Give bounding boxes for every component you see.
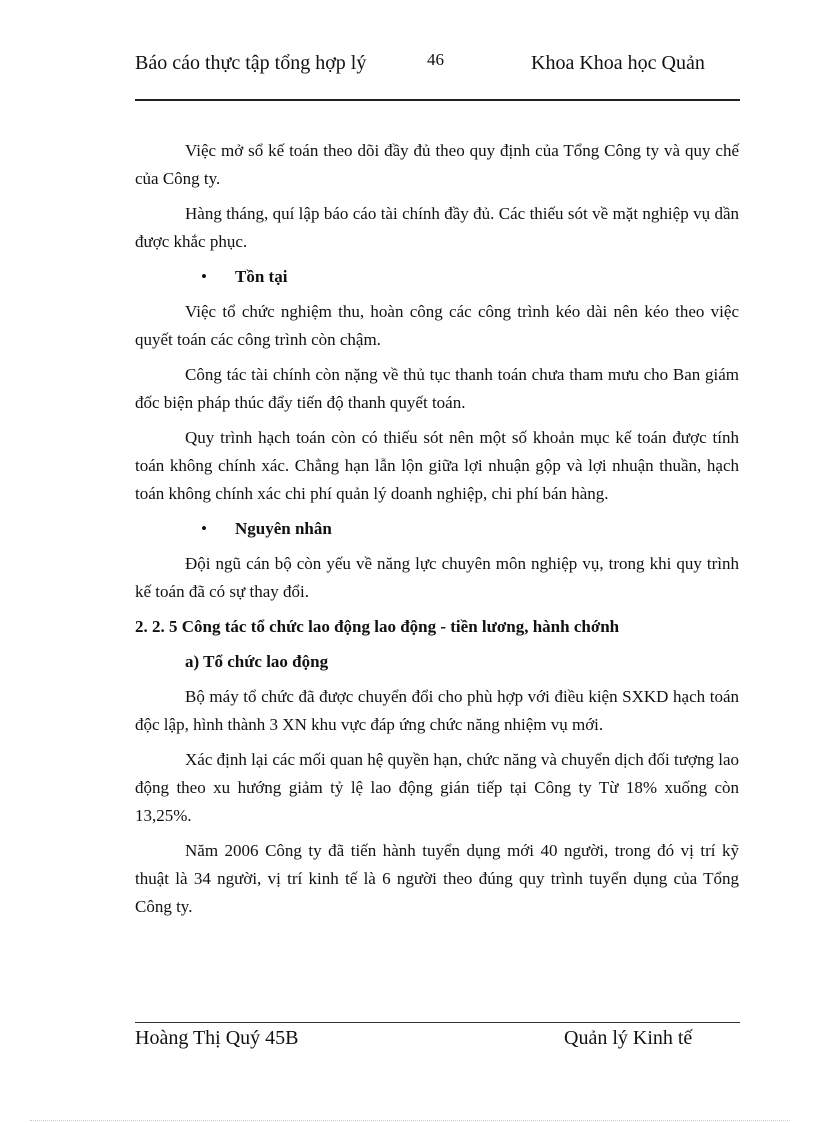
paragraph: Bộ máy tổ chức đã được chuyển đổi cho phù hợp với điều kiện SXKD hạch toán độc lập, hình thành 3 XN khu vực đáp ứng chức năng nhiệm vụ mới. [135,687,739,734]
bullet-item [135,515,739,543]
paragraph: Năm 2006 Công ty đã tiến hành tuyển dụng mới 40 người, trong đó vị trí kỹ thuật là 34 người, vị trí kinh tế là 6 người theo đúng quy trình tuyển dụng của Tổng Công ty. [135,841,739,916]
paragraph: Việc mở sổ kế toán theo dõi đầy đủ theo quy định của Tổng Công ty và quy chế của Công ty. [135,141,739,188]
paragraph: Hàng tháng, quí lập báo cáo tài chính đầy đủ. Các thiếu sót về mặt nghiệp vụ dần được khắc phục. [135,204,739,251]
bullet-icon: • [201,519,207,538]
section-heading: 2. 2. 5 Công tác tổ chức lao động lao động - tiền lương, hành chớnh [135,617,620,636]
footer-author: Hoàng Thị Quý 45B [135,1027,299,1049]
footer-department: Quản lý Kinh tế [564,1027,693,1049]
paragraph: Quy trình hạch toán còn có thiếu sót nên một số khoản mục kế toán được tính toán không chính xác. Chẳng hạn lẫn lộn giữa lợi nhuận gộp và lợi nhuận thuần, hạch toán không chính xác chi phí quản lý doanh nghiệp, chi phí bán hàng. [135,428,739,503]
page-number: 46 [427,50,444,69]
paragraph: Việc tổ chức nghiệm thu, hoàn công các công trình kéo dài nên kéo theo việc quyết toán các công trình còn chậm. [135,302,739,349]
bullet-label: Tồn tại [235,267,288,286]
page-body [135,137,739,928]
paragraph: Công tác tài chính còn nặng về thủ tục thanh toán chưa tham mưu cho Ban giám đốc biện pháp thúc đẩy tiến độ thanh quyết toán. [135,365,739,412]
paragraph: Xác định lại các mối quan hệ quyền hạn, chức năng và chuyển dịch đối tượng lao động theo xu hướng giảm tỷ lệ lao động gián tiếp tại Công ty Từ 18% xuống còn 13,25%. [135,750,739,825]
page-edge [30,1120,790,1121]
header-divider [135,99,740,101]
bullet-item [135,263,739,291]
header-report-title: Báo cáo thực tập tổng hợp lý [135,52,367,74]
paragraph: Đội ngũ cán bộ còn yếu về năng lực chuyên môn nghiệp vụ, trong khi quy trình kế toán đã có sự thay đổi. [135,554,739,601]
footer-divider [135,1022,740,1023]
bullet-label: Nguyên nhân [235,519,332,538]
bullet-icon: • [201,267,207,286]
header-faculty: Khoa Khoa học Quản [531,52,705,74]
subsection-heading: a) Tổ chức lao động [185,652,329,671]
